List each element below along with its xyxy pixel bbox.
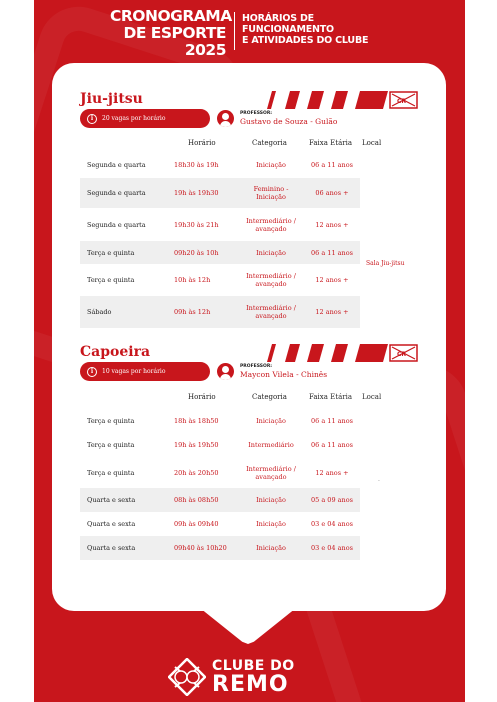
cell-day: Segunda e quarta — [87, 189, 146, 197]
cell-age: 12 anos + — [315, 308, 349, 316]
capoeira-table — [80, 409, 420, 560]
cell-day: Terça e quinta — [87, 248, 135, 257]
cell-time: 08h às 08h50 — [174, 496, 219, 504]
col-age: Faixa Etária — [309, 393, 352, 401]
cell-age: 05 a 09 anos — [311, 496, 353, 504]
cell-age: 12 anos + — [315, 468, 349, 477]
header-title — [110, 7, 232, 59]
cell-age: 06 anos + — [315, 189, 349, 197]
cell-day: Segunda e quarta — [87, 220, 146, 229]
cell-category: Feminino - Iniciação — [253, 185, 289, 201]
cell-category: Intermediário — [248, 441, 294, 449]
cell-age: 06 a 11 anos — [311, 160, 353, 169]
vacancies-badge — [80, 362, 210, 381]
info-icon: i — [87, 114, 97, 124]
col-category: Categoria — [252, 139, 287, 147]
col-age: Faixa Etária — [309, 139, 352, 147]
table-row — [80, 409, 360, 433]
cell-time: 09h20 às 10h — [174, 248, 219, 257]
table-row — [80, 208, 360, 241]
col-location: Local — [362, 139, 382, 147]
professor-label: PROFESSOR: — [240, 111, 273, 116]
table-header — [80, 389, 420, 407]
header-title-line1: CRONOGRAMA — [110, 7, 232, 25]
cell-day: Quarta e sexta — [87, 544, 136, 552]
cell-category: Iniciação — [256, 544, 286, 552]
stripe-logo-letters: CR — [397, 98, 407, 105]
cell-time: 18h às 18h50 — [174, 417, 219, 425]
cell-day: Terça e quinta — [87, 276, 135, 284]
header-subtitle — [242, 13, 368, 46]
col-category: Categoria — [252, 393, 287, 401]
professor-name: Gustavo de Souza - Gulão — [240, 117, 338, 126]
professor-avatar-icon — [217, 363, 234, 380]
cell-age: 03 e 04 anos — [311, 520, 353, 528]
section-title: Capoeira — [80, 344, 151, 360]
col-location: Local — [362, 393, 382, 401]
table-row — [80, 241, 360, 264]
cell-time: 10h às 12h — [174, 276, 211, 284]
club-name-line2: REMO — [212, 672, 289, 697]
cell-age: 12 anos + — [315, 276, 349, 284]
cell-day: Terça e quinta — [87, 417, 135, 425]
section-title: Jiu-jitsu — [80, 91, 143, 107]
professor-avatar-icon — [217, 110, 234, 127]
cell-category: Iniciação — [256, 417, 286, 425]
header-subtitle-line3: E ATIVIDADES DO CLUBE — [242, 35, 369, 46]
cell-time: 09h40 às 10h20 — [174, 544, 227, 552]
club-crest-icon — [168, 658, 206, 696]
table-row — [80, 536, 360, 560]
cell-category: Iniciação — [256, 248, 286, 257]
location-cell: . — [378, 476, 380, 483]
stripes-decoration — [266, 91, 418, 109]
info-icon: i — [87, 367, 97, 377]
header-divider — [234, 12, 235, 50]
cell-category: Iniciação — [256, 160, 286, 169]
cell-age: 12 anos + — [315, 220, 349, 229]
cell-day: Sábado — [87, 308, 112, 316]
vacancies-badge — [80, 109, 210, 128]
header-subtitle-line1: HORÁRIOS DE — [242, 13, 314, 24]
cell-category: Iniciação — [256, 520, 286, 528]
cell-day: Quarta e sexta — [87, 520, 136, 528]
cell-time: 19h às 19h30 — [174, 189, 219, 197]
cell-time: 09h às 09h40 — [174, 520, 219, 528]
table-row — [80, 488, 360, 512]
cell-age: 06 a 11 anos — [311, 417, 353, 425]
club-logo — [168, 658, 348, 698]
col-time: Horário — [188, 139, 216, 147]
cell-time: 19h30 às 21h — [174, 220, 219, 229]
cell-category: Intermediário / avançado — [246, 216, 296, 233]
cell-day: Quarta e sexta — [87, 496, 136, 504]
cell-age: 03 e 04 anos — [311, 544, 353, 552]
jiujitsu-table — [80, 151, 420, 328]
cell-age: 06 a 11 anos — [311, 248, 353, 257]
professor-label: PROFESSOR: — [240, 364, 273, 369]
card-notch — [190, 600, 306, 644]
table-row — [80, 512, 360, 536]
poster-background — [34, 0, 465, 702]
stripes-decoration — [266, 344, 418, 362]
professor-name: Maycon Vilela - Chinês — [240, 370, 328, 379]
cell-category: Intermediário / avançado — [246, 272, 296, 288]
cell-category: Iniciação — [256, 496, 286, 504]
cell-time: 18h30 às 19h — [174, 160, 219, 169]
header-subtitle-line2: FUNCIONAMENTO — [242, 24, 334, 35]
cell-day: Terça e quinta — [87, 468, 135, 477]
vacancies-text: 20 vagas por horário — [102, 115, 166, 122]
table-row — [80, 296, 360, 328]
cell-time: 20h às 20h50 — [174, 468, 219, 477]
table-row — [80, 433, 360, 457]
cell-day: Segunda e quarta — [87, 160, 146, 169]
cell-time: 19h às 19h50 — [174, 441, 219, 449]
cell-category: Intermediário / avançado — [246, 464, 296, 481]
table-row — [80, 264, 360, 296]
col-time: Horário — [188, 393, 216, 401]
table-row — [80, 151, 360, 178]
vacancies-text: 10 vagas por horário — [102, 368, 166, 375]
stripe-logo-letters: CR — [397, 351, 407, 358]
club-name-line1: CLUBE DO — [212, 658, 295, 674]
cell-day: Terça e quinta — [87, 441, 135, 449]
cell-age: 06 a 11 anos — [311, 441, 353, 449]
header-title-line2: DE ESPORTE 2025 — [123, 24, 226, 59]
cell-category: Intermediário / avançado — [246, 304, 296, 320]
schedule-card — [52, 63, 446, 611]
club-name — [212, 658, 295, 696]
table-row — [80, 457, 360, 488]
cell-time: 09h às 12h — [174, 308, 211, 316]
table-row — [80, 178, 360, 208]
header — [34, 7, 465, 59]
location-cell: Sala Jiu-jitsu — [366, 260, 405, 267]
